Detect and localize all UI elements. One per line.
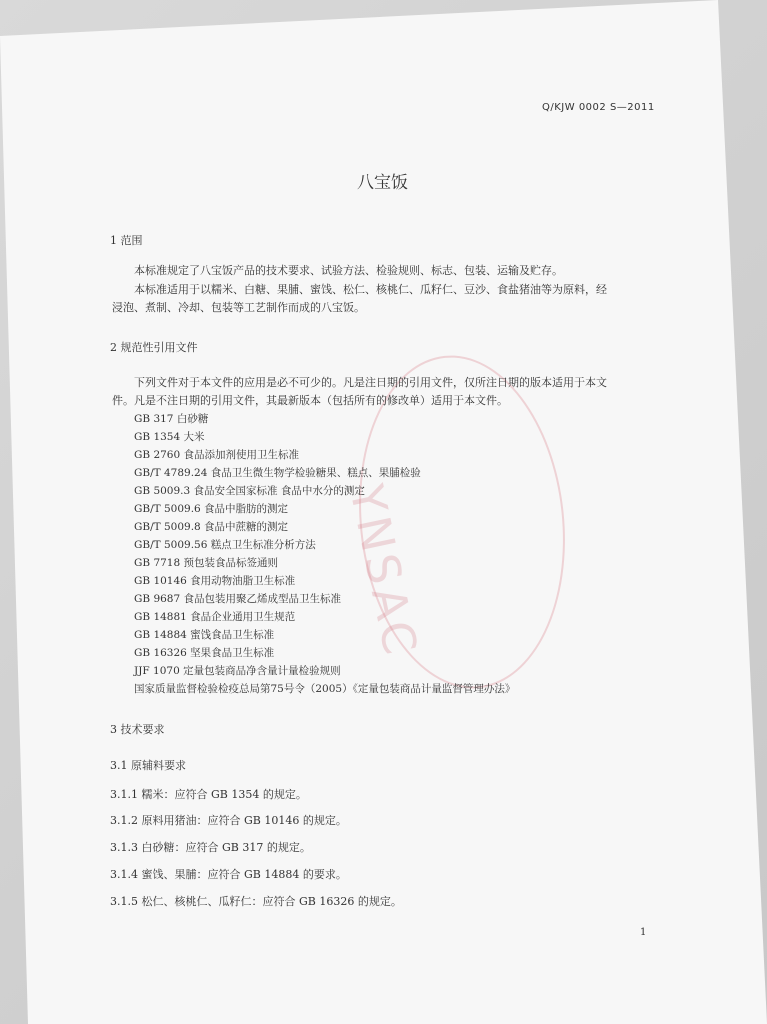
reference-item: GB 16326 坚果食品卫生标准 bbox=[134, 647, 275, 659]
section-1-para-2-cont: 浸泡、煮制、冷却、包装等工艺制作而成的八宝饭。 bbox=[112, 301, 365, 314]
reference-item: GB 9687 食品包装用聚乙烯成型品卫生标准 bbox=[134, 593, 342, 605]
requirement-item: 3.1.3 白砂糖：应符合 GB 317 的规定。 bbox=[110, 841, 311, 854]
reference-item: GB/T 5009.8 食品中蔗糖的测定 bbox=[134, 521, 289, 533]
reference-item: GB 14884 蜜饯食品卫生标准 bbox=[134, 629, 275, 641]
reference-item: GB 5009.3 食品安全国家标准 食品中水分的测定 bbox=[134, 485, 365, 497]
reference-item: GB 14881 食品企业通用卫生规范 bbox=[134, 611, 296, 623]
doc-number: Q/KJW 0002 S—2011 bbox=[542, 102, 655, 113]
reference-item: JJF 1070 定量包装商品净含量计量检验规则 bbox=[134, 665, 341, 677]
section-1-para-1: 本标准规定了八宝饭产品的技术要求、试验方法、检验规则、标志、包装、运输及贮存。 bbox=[134, 264, 563, 277]
requirement-item: 3.1.1 糯米：应符合 GB 1354 的规定。 bbox=[110, 788, 307, 801]
requirement-item: 3.1.5 松仁、核桃仁、瓜籽仁：应符合 GB 16326 的规定。 bbox=[110, 895, 402, 908]
page-title: 八宝饭 bbox=[357, 173, 408, 193]
section-3-heading: 3 技术要求 bbox=[110, 723, 165, 736]
section-2-intro: 下列文件对于本文件的应用是必不可少的。凡是注日期的引用文件，仅所注日期的版本适用于本文 bbox=[134, 376, 607, 389]
section-1-para-2: 本标准适用于以糯米、白糖、果脯、蜜饯、松仁、核桃仁、瓜籽仁、豆沙、食盐猪油等为原料，经 bbox=[134, 283, 607, 296]
page-number: 1 bbox=[640, 927, 647, 938]
section-1-heading: 1 范围 bbox=[110, 234, 143, 247]
reference-item: GB 10146 食用动物油脂卫生标准 bbox=[134, 575, 296, 587]
reference-item: GB/T 5009.56 糕点卫生标准分析方法 bbox=[134, 539, 316, 551]
section-3-1-heading: 3.1 原辅料要求 bbox=[110, 759, 186, 772]
reference-item: GB 317 白砂糖 bbox=[134, 413, 209, 425]
stamp-seal-text: YNSAC bbox=[339, 480, 429, 663]
section-2-intro-cont: 件。凡是不注日期的引用文件，其最新版本（包括所有的修改单）适用于本文件。 bbox=[112, 394, 508, 407]
requirement-item: 3.1.2 原料用猪油：应符合 GB 10146 的规定。 bbox=[110, 814, 347, 827]
reference-item: GB 1354 大米 bbox=[134, 431, 205, 443]
section-2-heading: 2 规范性引用文件 bbox=[110, 341, 198, 354]
reference-item: GB 2760 食品添加剂使用卫生标准 bbox=[134, 449, 300, 461]
requirement-item: 3.1.4 蜜饯、果脯：应符合 GB 14884 的要求。 bbox=[110, 868, 347, 881]
reference-item: GB 7718 预包装食品标签通则 bbox=[134, 557, 279, 569]
reference-item: GB/T 5009.6 食品中脂肪的测定 bbox=[134, 503, 289, 515]
reference-item: 国家质量监督检验检疫总局第75号令（2005）《定量包装商品计量监督管理办法》 bbox=[134, 683, 516, 695]
reference-item: GB/T 4789.24 食品卫生微生物学检验糖果、糕点、果脯检验 bbox=[134, 467, 421, 479]
